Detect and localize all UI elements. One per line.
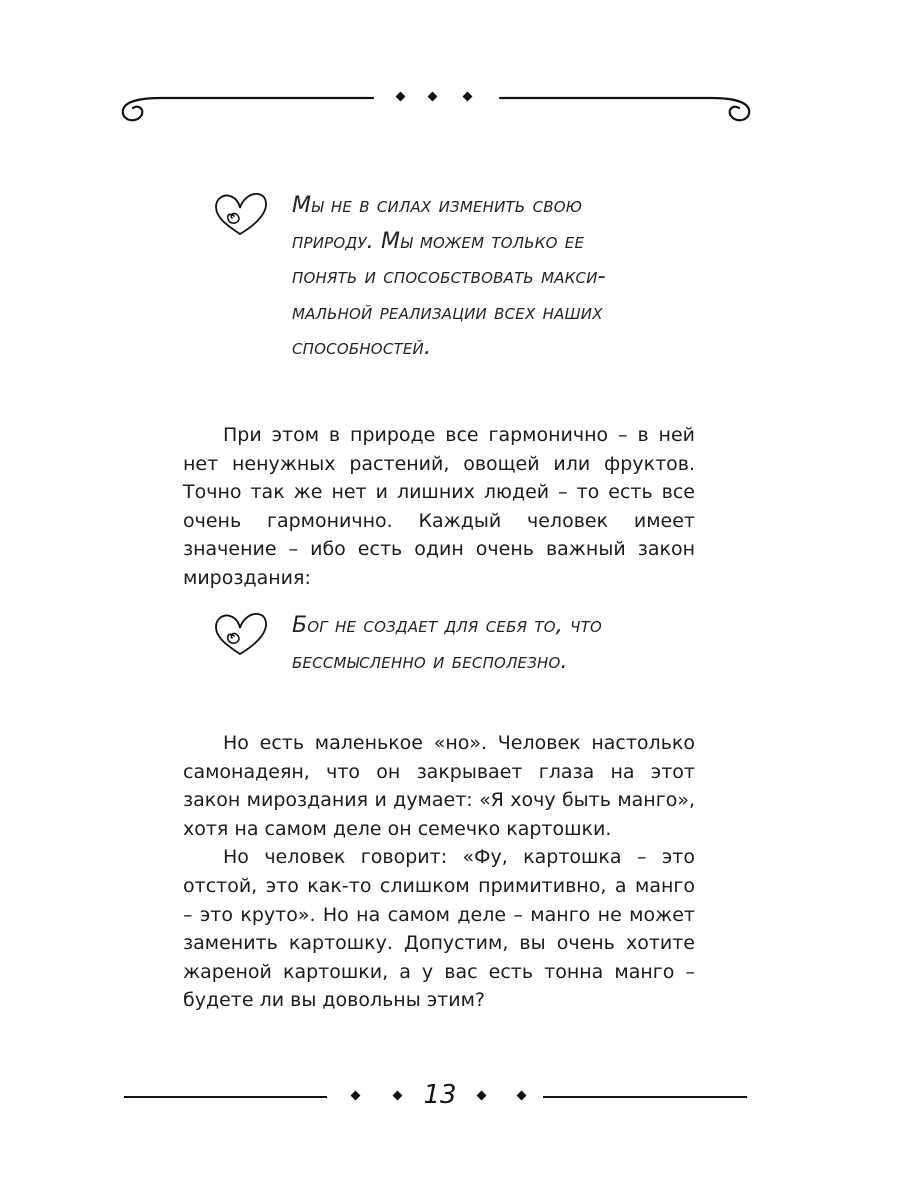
- diamond-icon: [517, 1091, 527, 1101]
- top-ornament: [115, 78, 757, 124]
- paragraph: Но человек говорит: «Фу, картошка – это отстой, это как-то слишком примитивно, а манго – это круто». Но на самом деле – манго не может заменить картошку. Допустим, вы очень хотите жареной картошки, а у вас есть тонна манго – будете ли вы довольны этим?: [183, 846, 695, 1012]
- quote-line: Бог не создает для себя то, что: [292, 613, 602, 638]
- quote-text: [292, 188, 682, 366]
- diamond-icon: [393, 1091, 403, 1101]
- heart-swirl-icon: [212, 190, 270, 238]
- diamond-icon: [351, 1091, 361, 1101]
- paragraph: При этом в природе все гармонично – в ней нет ненужных растений, овощей или фруктов. Точно так же нет и лишних людей – то есть все очень гармонично. Каждый человек имеет значение – ибо есть один очень важный закон мироздания:: [183, 424, 695, 589]
- quote-text: [292, 608, 682, 679]
- body-text: [183, 729, 695, 1015]
- page-number: 13: [423, 1080, 457, 1110]
- quote-line: способностей.: [292, 335, 432, 360]
- quote-line: понять и способствовать макси-: [292, 264, 606, 289]
- quote-line: бессмысленно и бесполезно.: [292, 648, 568, 674]
- quote-line: природу. Мы можем только ее: [292, 228, 585, 254]
- body-text: [183, 421, 695, 593]
- paragraph: Но есть маленькое «но». Человек настолько самонадеян, что он закрывает глаза на этот закон мироздания и думает: «Я хочу быть манго», хотя на самом деле он семечко картошки.: [183, 732, 695, 840]
- page-footer: [0, 1076, 900, 1120]
- quote-block: [212, 188, 682, 366]
- quote-block: [212, 608, 682, 679]
- quote-line: мальной реализации всех наших: [292, 299, 603, 325]
- diamond-icon: [477, 1091, 487, 1101]
- quote-line: Мы не в силах изменить свою: [292, 193, 583, 218]
- heart-swirl-icon: [212, 610, 270, 658]
- footer-rule: [543, 1096, 747, 1098]
- footer-rule: [124, 1096, 327, 1098]
